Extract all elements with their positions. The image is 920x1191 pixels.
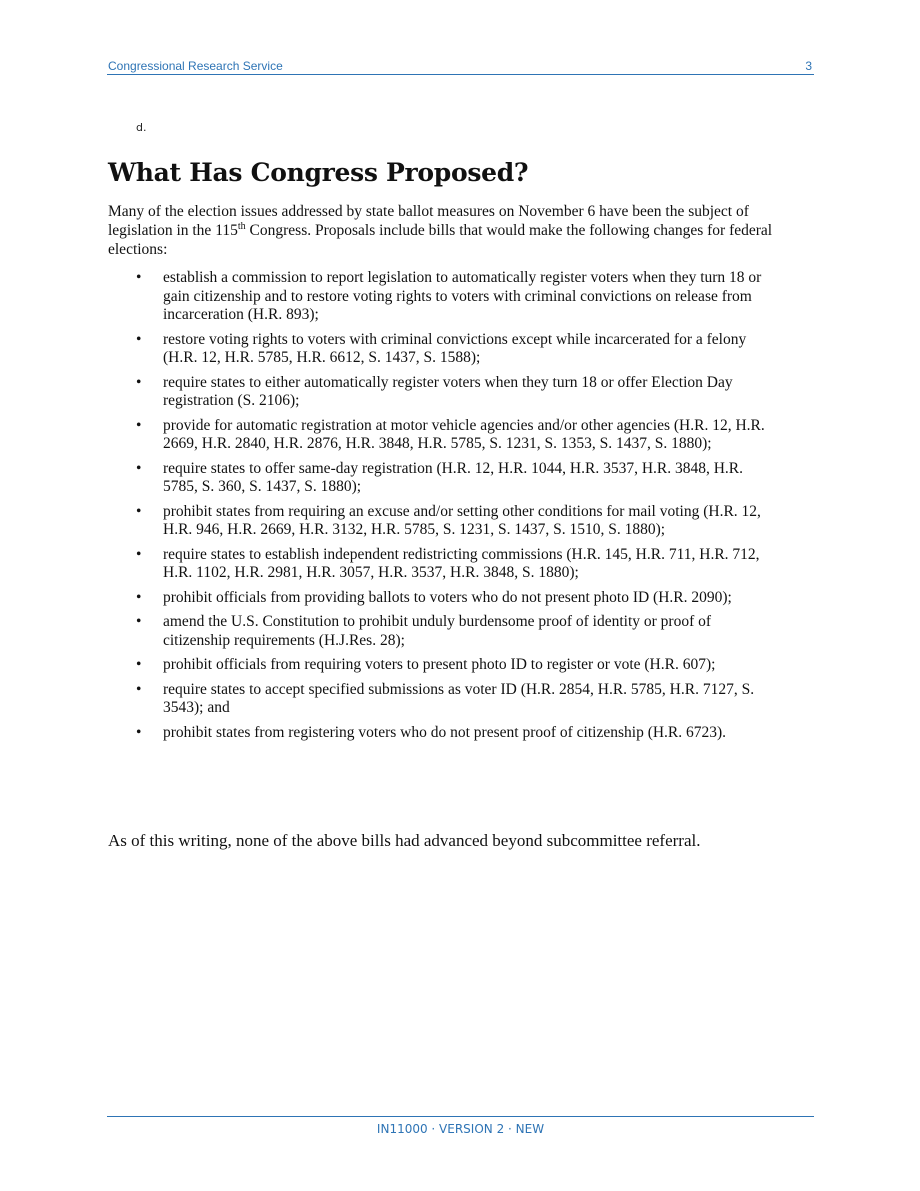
page-header bbox=[107, 58, 814, 75]
list-item-text: require states to accept specified submissions as voter ID (H.R. 2854, H.R. 5785, H.R. 7127, S. 3543); and bbox=[163, 680, 755, 716]
stray-list-marker: d. bbox=[136, 121, 147, 134]
list-item bbox=[108, 546, 768, 583]
list-item-text: prohibit officials from providing ballots to voters who do not present photo ID (H.R. 2090); bbox=[163, 588, 732, 606]
list-item bbox=[108, 460, 768, 497]
page-footer: IN11000 · VERSION 2 · NEW bbox=[107, 1116, 814, 1136]
list-item-text: prohibit states from registering voters who do not present proof of citizenship (H.R. 6723). bbox=[163, 723, 727, 741]
bullet-icon: • bbox=[136, 459, 142, 477]
bullet-icon: • bbox=[136, 502, 142, 520]
proposals-list bbox=[108, 269, 768, 748]
bullet-icon: • bbox=[136, 269, 142, 286]
header-organization: Congressional Research Service bbox=[108, 59, 283, 73]
list-item-text: establish a commission to report legislation to automatically register voters when they turn 18 or gain citizenship and to restore voting rights to voters with criminal convictions on release from incarceration (H.R. 893); bbox=[163, 269, 762, 323]
list-item bbox=[108, 503, 768, 540]
list-item-text: prohibit states from requiring an excuse and/or setting other conditions for mail voting (H.R. 12, H.R. 946, H.R. 2669, H.R. 3132, H.R. 5785, S. 1231, S. 1437, S. 1510, S. 1880); bbox=[163, 502, 761, 538]
list-item bbox=[108, 724, 768, 743]
list-item bbox=[108, 656, 768, 675]
closing-paragraph: As of this writing, none of the above bills had advanced beyond subcommittee referral. bbox=[108, 831, 701, 850]
list-item bbox=[108, 331, 768, 368]
list-item-text: require states to offer same-day registration (H.R. 12, H.R. 1044, H.R. 3537, H.R. 3848, H.R. 5785, S. 360, S. 1437, S. 1880); bbox=[163, 459, 744, 495]
list-item-text: restore voting rights to voters with criminal convictions except while incarcerated for a felony (H.R. 12, H.R. 5785, H.R. 6612, S. 1437, S. 1588); bbox=[163, 330, 747, 366]
section-heading: What Has Congress Proposed? bbox=[108, 158, 529, 187]
list-item-text: require states to either automatically register voters when they turn 18 or offer Election Day registration (S. 2106); bbox=[163, 373, 733, 409]
bullet-icon: • bbox=[136, 613, 142, 630]
intro-text-end: Congress. Proposals include bills that would make the following changes for federal elections: bbox=[108, 222, 773, 258]
list-item bbox=[108, 269, 768, 325]
bullet-icon: • bbox=[136, 656, 142, 673]
list-item-text: require states to establish independent redistricting commissions (H.R. 145, H.R. 711, H.R. 712, H.R. 1102, H.R. 2981, H.R. 3057, H.R. 3537, H.R. 3848, S. 1880); bbox=[163, 545, 760, 581]
ordinal-superscript: th bbox=[237, 220, 246, 232]
list-item-text: amend the U.S. Constitution to prohibit unduly burdensome proof of identity or proof of citizenship requirements (H.J.Res. 28); bbox=[163, 613, 712, 649]
list-item bbox=[108, 589, 768, 608]
list-item bbox=[108, 613, 768, 650]
bullet-icon: • bbox=[136, 680, 142, 698]
list-item bbox=[108, 417, 768, 454]
page-number: 3 bbox=[805, 59, 812, 73]
bullet-icon: • bbox=[136, 545, 142, 563]
list-item bbox=[108, 374, 768, 411]
intro-paragraph bbox=[108, 202, 808, 259]
bullet-icon: • bbox=[136, 588, 142, 606]
bullet-icon: • bbox=[136, 373, 142, 391]
bullet-icon: • bbox=[136, 416, 142, 434]
intro-text-start: Many of the election issues addressed by state ballot measures on November 6 have been the subject of legislation in the 115 bbox=[108, 203, 749, 239]
bullet-icon: • bbox=[136, 330, 142, 348]
list-item bbox=[108, 681, 768, 718]
list-item-text: prohibit officials from requiring voters to present photo ID to register or vote (H.R. 607); bbox=[163, 656, 716, 673]
bullet-icon: • bbox=[136, 723, 142, 741]
list-item-text: provide for automatic registration at motor vehicle agencies and/or other agencies (H.R. 12, H.R. 2669, H.R. 2840, H.R. 2876, H.R. 3848, H.R. 5785, S. 1231, S. 1353, S. 1437, S. 1880); bbox=[163, 416, 765, 452]
